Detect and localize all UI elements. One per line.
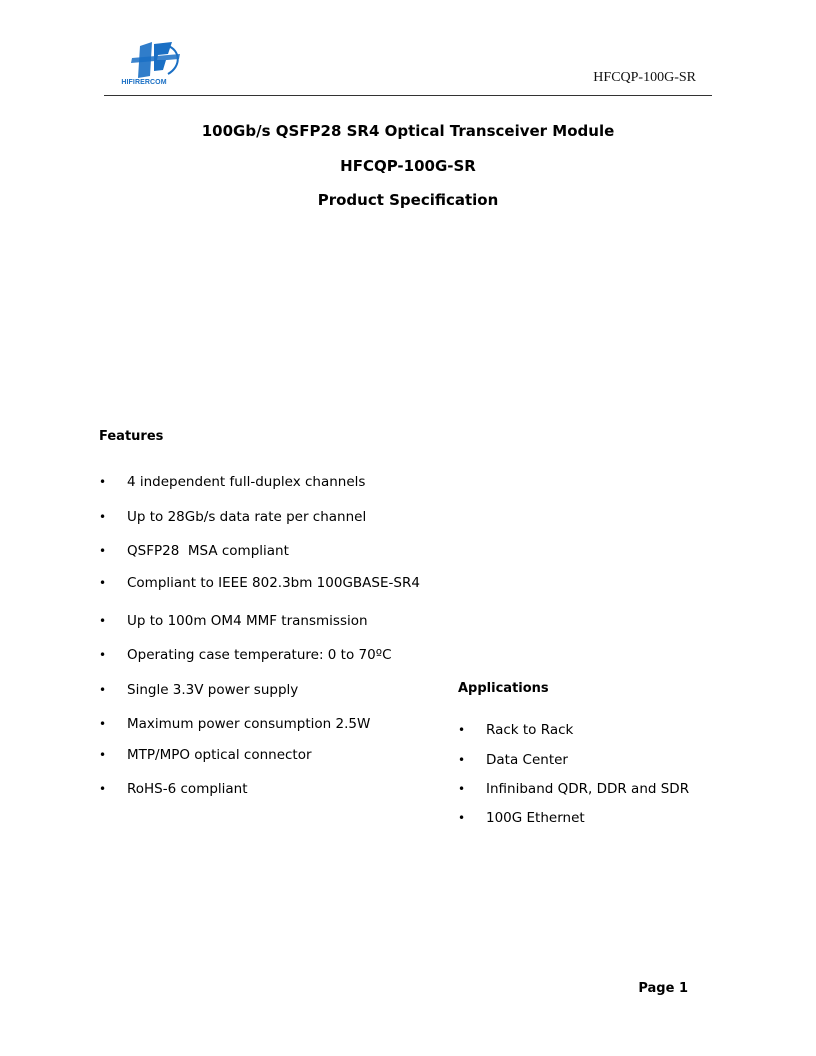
bullet-icon: • bbox=[458, 811, 466, 825]
feature-text: QSFP28 MSA compliant bbox=[127, 543, 289, 559]
logo-text: HIFIRERCOM bbox=[121, 79, 167, 86]
feature-text: Up to 100m OM4 MMF transmission bbox=[127, 613, 368, 629]
applications-heading: Applications bbox=[458, 681, 549, 696]
application-text: Infiniband QDR, DDR and SDR bbox=[486, 781, 690, 797]
features-heading: Features bbox=[99, 429, 164, 444]
bullet-icon: • bbox=[99, 648, 107, 662]
bullet-icon: • bbox=[99, 510, 107, 524]
header-divider bbox=[104, 95, 712, 96]
feature-text: Compliant to IEEE 802.3bm 100GBASE-SR4 bbox=[127, 575, 420, 591]
application-text: Rack to Rack bbox=[486, 722, 574, 738]
bullet-icon: • bbox=[99, 717, 107, 731]
bullet-icon: • bbox=[458, 723, 466, 737]
feature-text: Single 3.3V power supply bbox=[127, 682, 299, 698]
bullet-icon: • bbox=[458, 753, 466, 767]
bullet-icon: • bbox=[99, 748, 107, 762]
application-text: 100G Ethernet bbox=[486, 810, 585, 826]
logo-mark-icon bbox=[128, 40, 184, 80]
bullet-icon: • bbox=[458, 782, 466, 796]
bullet-icon: • bbox=[99, 475, 107, 489]
feature-text: Up to 28Gb/s data rate per channel bbox=[127, 509, 367, 525]
feature-text: Operating case temperature: 0 to 70ºC bbox=[127, 647, 392, 663]
feature-text: RoHS-6 compliant bbox=[127, 781, 248, 797]
document-title: 100Gb/s QSFP28 SR4 Optical Transceiver Module bbox=[201, 122, 615, 140]
feature-text: Maximum power consumption 2.5W bbox=[127, 716, 371, 732]
product-spec-title: Product Specification bbox=[317, 191, 499, 209]
bullet-icon: • bbox=[99, 782, 107, 796]
feature-text: MTP/MPO optical connector bbox=[127, 747, 312, 763]
bullet-icon: • bbox=[99, 576, 107, 590]
header-doc-code: HFCQP-100G-SR bbox=[593, 70, 696, 85]
product-code-title: HFCQP-100G-SR bbox=[340, 157, 476, 175]
page-number: Page 1 bbox=[638, 981, 688, 996]
bullet-icon: • bbox=[99, 614, 107, 628]
feature-text: 4 independent full-duplex channels bbox=[127, 474, 366, 490]
bullet-icon: • bbox=[99, 683, 107, 697]
bullet-icon: • bbox=[99, 544, 107, 558]
application-text: Data Center bbox=[486, 752, 568, 768]
